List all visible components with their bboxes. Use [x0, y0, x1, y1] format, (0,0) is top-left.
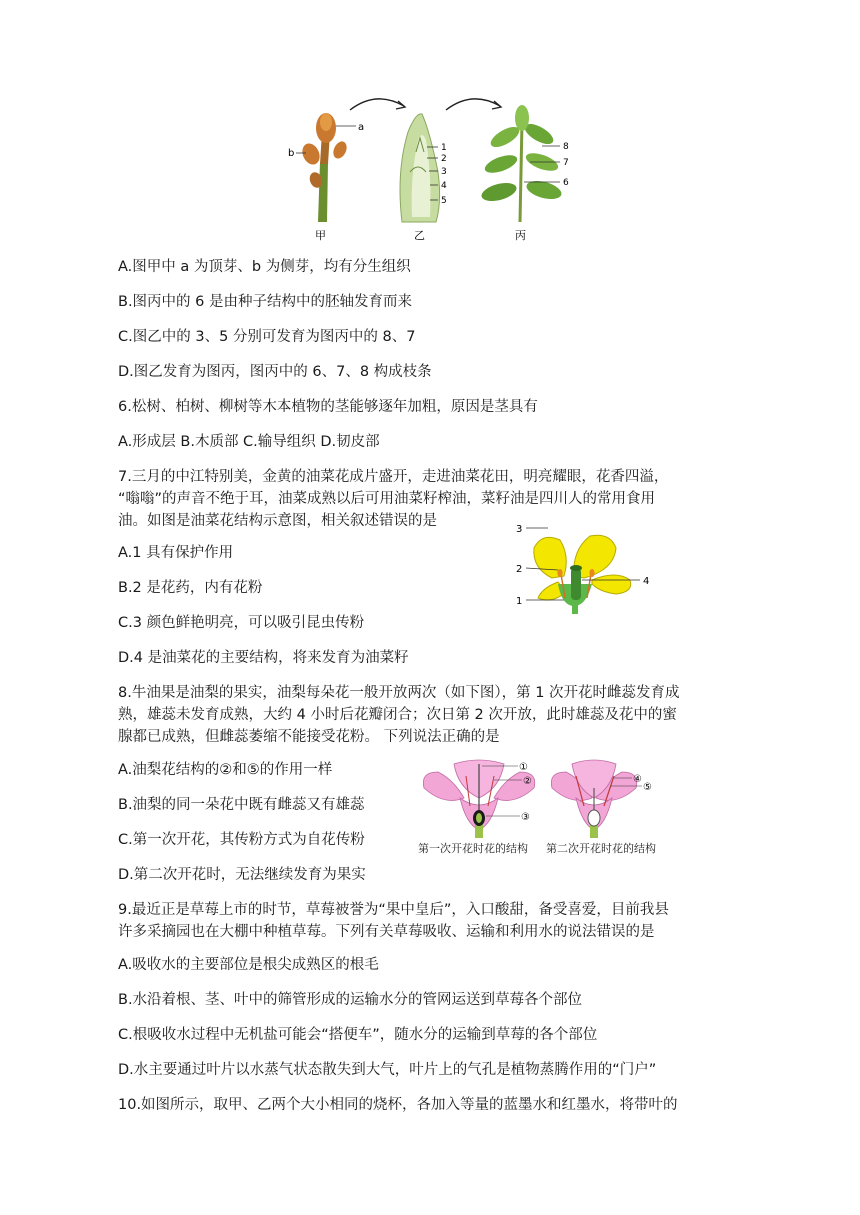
avocado-label-5: ⑤: [643, 782, 652, 793]
flower-label-1: 1: [516, 596, 523, 607]
avocado-flower-second: [551, 760, 642, 838]
q8-option-b: B.油梨的同一朵花中既有雌蕊又有雄蕊: [118, 797, 365, 813]
label-6: 6: [563, 178, 569, 188]
label-jia: 甲: [315, 229, 326, 242]
q7-stem-line-2: “嗡嗡”的声音不绝于耳，油菜成熟以后可用油菜籽榨油，菜籽油是四川人的常用食用: [118, 491, 656, 507]
label-5: 5: [441, 196, 447, 206]
flower-label-2: 2: [516, 564, 523, 575]
q6-options: A.形成层 B.木质部 C.输导组织 D.韧皮部: [118, 434, 380, 450]
twig-jia: [296, 113, 356, 222]
q7-option-a: A.1 具有保护作用: [118, 545, 234, 561]
q7-stem-line-3: 油。如图是油菜花结构示意图，相关叙述错误的是: [118, 513, 437, 529]
label-4: 4: [441, 181, 447, 191]
flower-label-4: 4: [643, 576, 650, 587]
q7-option-d: D.4 是油菜花的主要结构，将来发育为油菜籽: [118, 650, 409, 666]
q6-stem: 6.松树、柏树、柳树等木本植物的茎能够逐年加粗，原因是茎具有: [118, 399, 538, 415]
q8-stem-line-1: 8.牛油果是油梨的果实，油梨每朵花一般开放两次（如下图），第 1 次开花时雌蕊发育成: [118, 685, 680, 701]
bud-development-figure: [280, 92, 580, 244]
q5-option-d: D.图乙发育为图丙，图丙中的 6、7、8 构成枝条: [118, 364, 432, 380]
q9-stem-line-1: 9.最近正是草莓上市的时节，草莓被誉为“果中皇后”，入口酸甜，备受喜爱，目前我县: [118, 902, 669, 918]
label-b: b: [288, 148, 295, 159]
q7-option-c: C.3 颜色鲜艳明亮，可以吸引昆虫传粉: [118, 615, 365, 631]
q5-option-c: C.图乙中的 3、5 分别可发育为图丙中的 8、7: [118, 329, 416, 345]
avocado-label-3: ③: [521, 812, 530, 823]
q9-option-a: A.吸收水的主要部位是根尖成熟区的根毛: [118, 957, 379, 973]
q5-option-b: B.图丙中的 6 是由种子结构中的胚轴发育而来: [118, 294, 412, 310]
label-yi: 乙: [414, 229, 425, 242]
q5-option-a: A.图甲中 a 为顶芽、b 为侧芽，均有分生组织: [118, 259, 411, 275]
label-2: 2: [441, 154, 447, 164]
q9-option-b: B.水沿着根、茎、叶中的筛管形成的运输水分的管网运送到草莓各个部位: [118, 992, 583, 1008]
branch-bing: [480, 105, 564, 222]
avocado-flower-first: [423, 760, 534, 838]
q7-option-b: B.2 是花药，内有花粉: [118, 580, 263, 596]
label-1: 1: [441, 143, 447, 153]
avocado-caption-second: 第二次开花时花的结构: [546, 842, 656, 855]
q8-option-a: A.油梨花结构的②和⑤的作用一样: [118, 762, 333, 778]
avocado-label-2: ②: [523, 776, 532, 787]
avocado-caption-first: 第一次开花时花的结构: [418, 842, 528, 855]
q8-stem-line-2: 熟，雄蕊未发育成熟，大约 4 小时后花瓣闭合；次日第 2 次开放，此时雄蕊及花中的蜜: [118, 707, 677, 723]
label-a: a: [358, 122, 365, 133]
label-8: 8: [563, 142, 569, 152]
label-bing: 丙: [515, 229, 526, 242]
q8-option-c: C.第一次开花，其传粉方式为自花传粉: [118, 832, 365, 848]
q9-option-c: C.根吸收水过程中无机盐可能会“搭便车”，随水分的运输到草莓的各个部位: [118, 1027, 598, 1043]
q7-stem-line-1: 7.三月的中江特别美，金黄的油菜花成片盛开，走进油菜花田，明亮耀眼，花香四溢，: [118, 469, 669, 485]
avocado-label-4: ④: [633, 774, 642, 785]
q8-option-d: D.第二次开花时，无法继续发育为果实: [118, 867, 366, 883]
avocado-label-1: ①: [519, 762, 528, 773]
label-3: 3: [441, 167, 447, 177]
avocado-flower-figure: [414, 758, 664, 840]
q8-stem-line-3: 腺都已成熟，但雌蕊萎缩不能接受花粉。 下列说法正确的是: [118, 729, 500, 745]
flower-label-3: 3: [516, 524, 523, 535]
q9-option-d: D.水主要通过叶片以水蒸气状态散失到大气，叶片上的气孔是植物蒸腾作用的“门户”: [118, 1062, 657, 1078]
q10-stem-line-1: 10.如图所示，取甲、乙两个大小相同的烧杯，各加入等量的蓝墨水和红墨水，将带叶的: [118, 1097, 678, 1113]
label-7: 7: [563, 158, 569, 168]
bud-section-yi: [400, 114, 440, 222]
q9-stem-line-2: 许多采摘园也在大棚中种植草莓。下列有关草莓吸收、运输和利用水的说法错误的是: [118, 924, 655, 940]
rape-flower-figure: [512, 518, 662, 614]
